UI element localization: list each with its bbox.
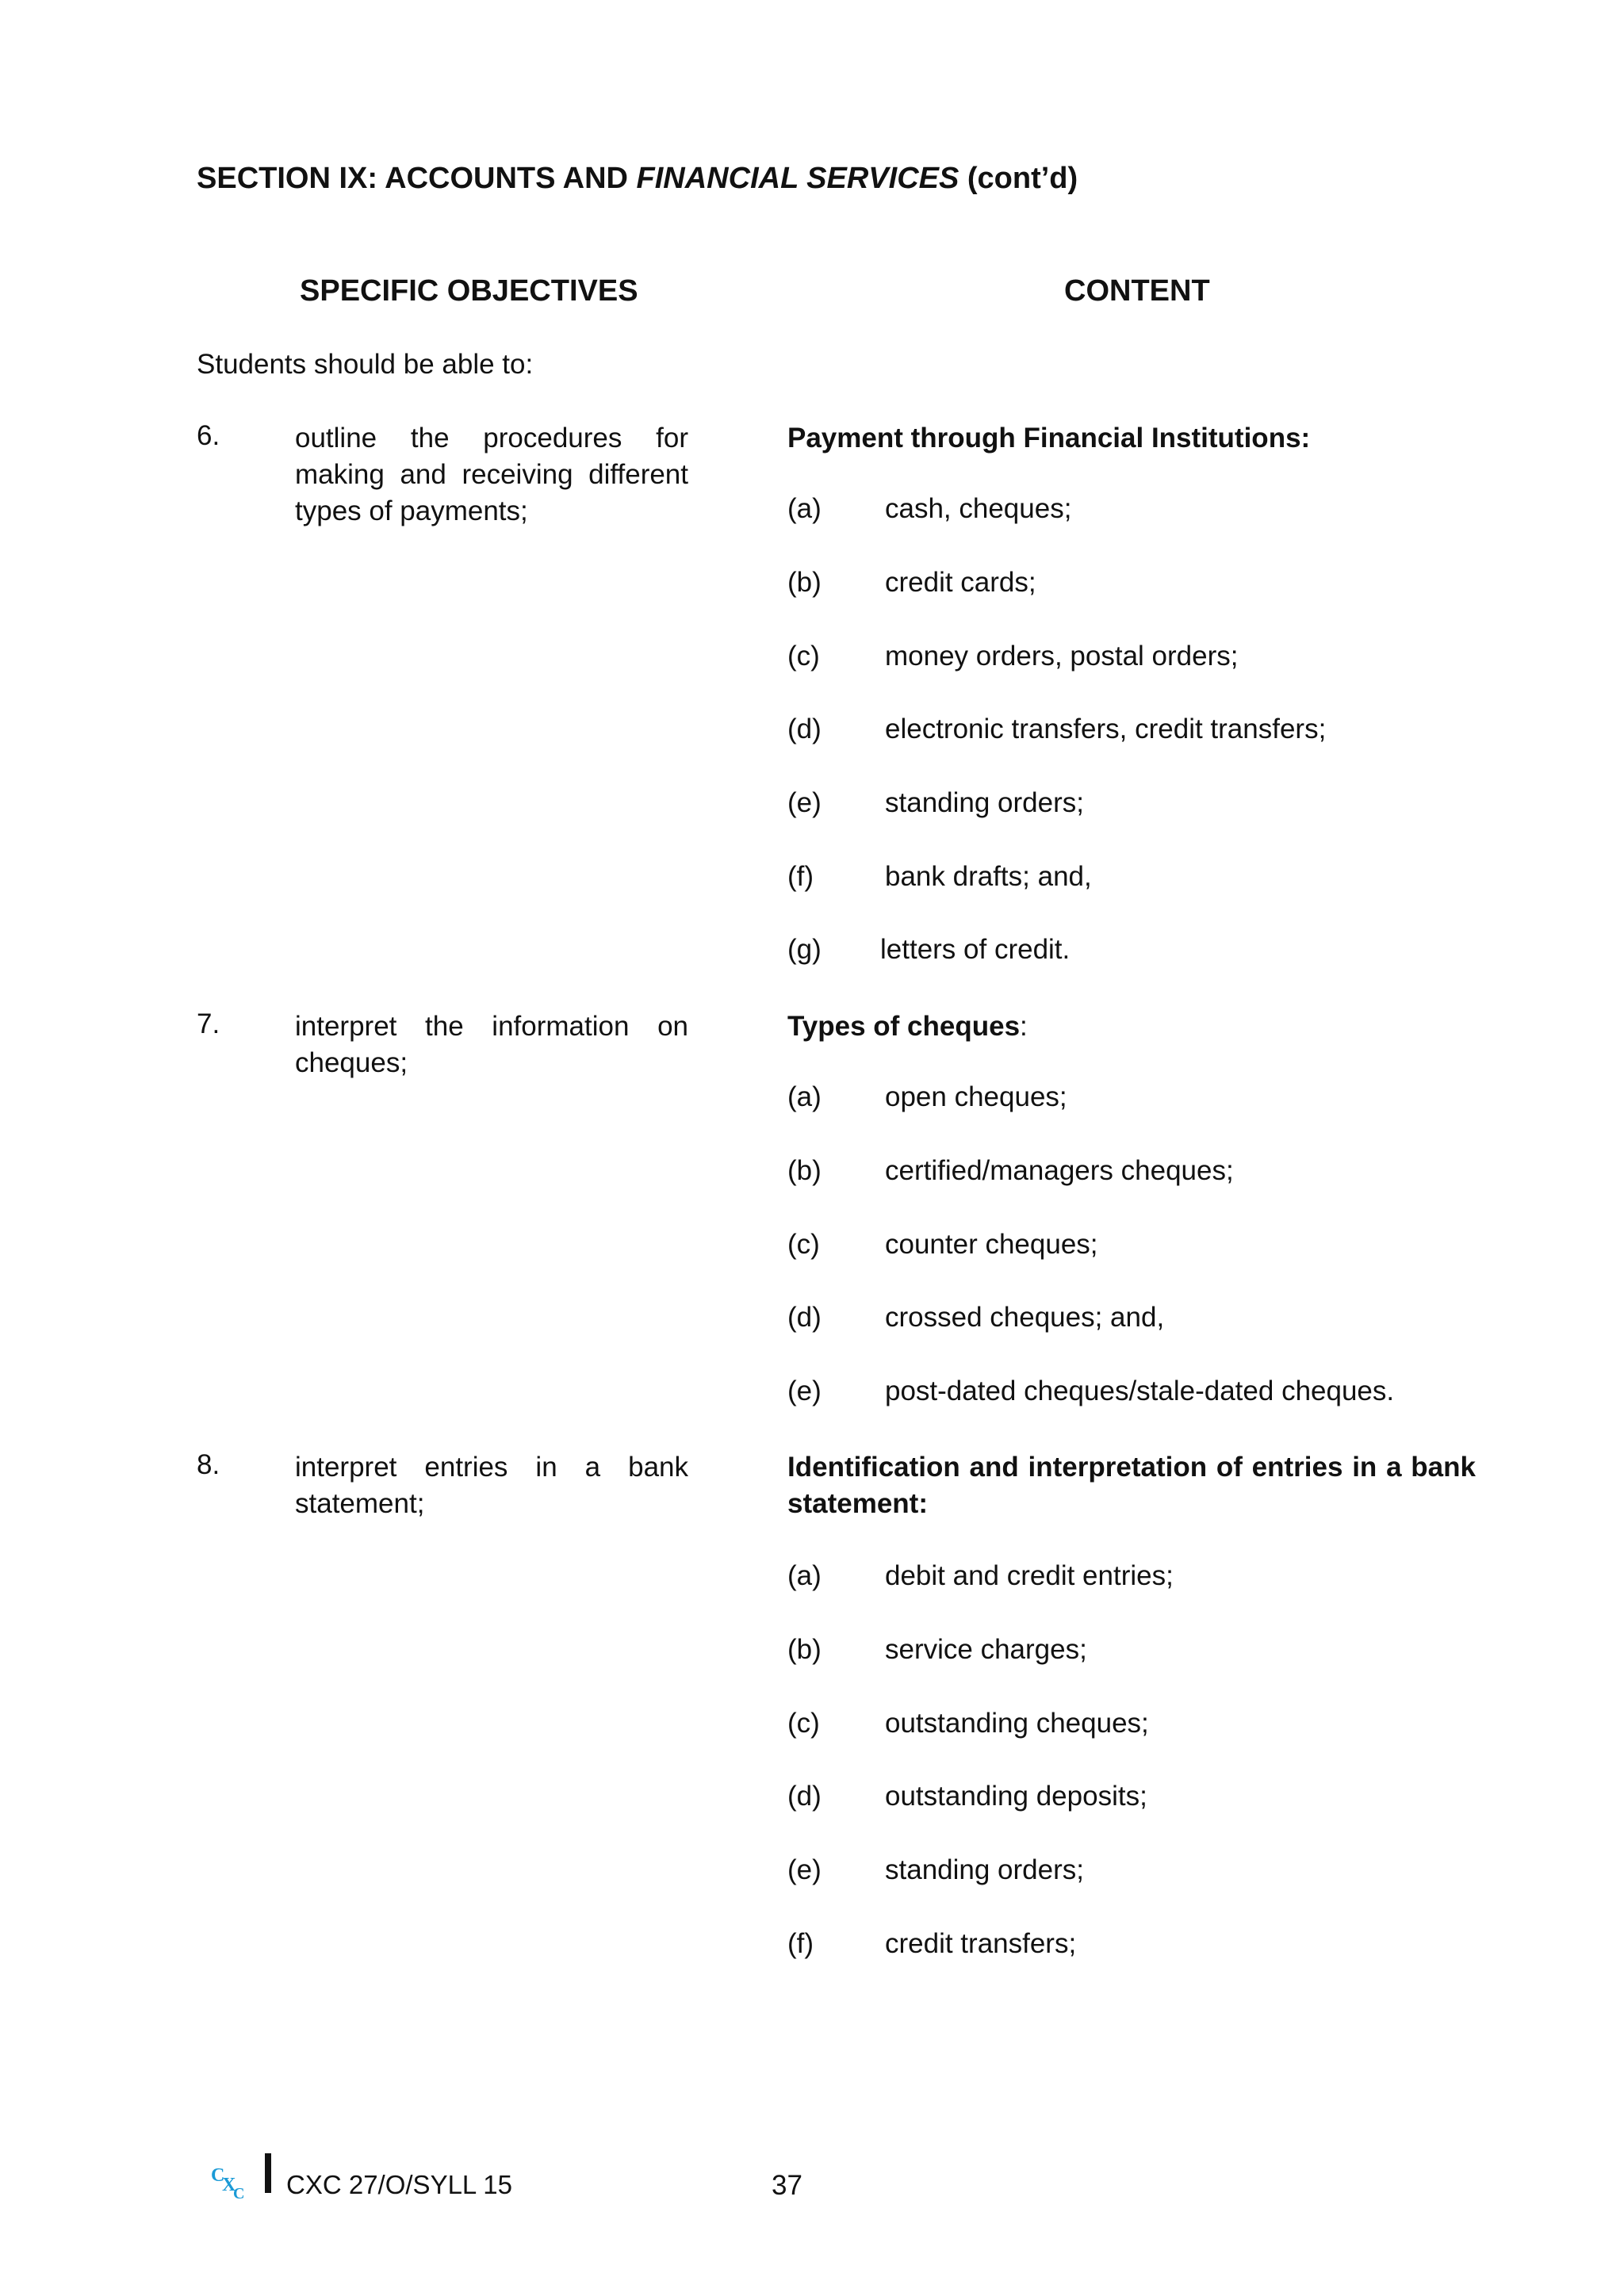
objective-number: 8.: [197, 1449, 220, 1480]
content-item: standing orders;: [885, 1854, 1084, 1885]
item-letter: (c): [787, 1229, 820, 1260]
content-item: open cheques;: [885, 1081, 1067, 1112]
item-letter: (a): [787, 493, 822, 524]
page-number: 37: [772, 2170, 802, 2201]
item-letter: (b): [787, 567, 822, 598]
specific-objectives-title: SPECIFIC OBJECTIVES: [300, 274, 638, 308]
footer-divider: [265, 2153, 271, 2193]
svg-text:C: C: [233, 2185, 245, 2202]
content-heading: [787, 1008, 1476, 1045]
content-item: bank drafts; and,: [885, 861, 1092, 892]
objective-number: 7.: [197, 1008, 220, 1039]
cxc-logo: [209, 2162, 254, 2202]
objective-number: 6.: [197, 420, 220, 451]
item-letter: (b): [787, 1155, 822, 1186]
content-item: electronic transfers, credit transfers;: [885, 714, 1327, 744]
content-item: service charges;: [885, 1634, 1087, 1665]
content-item: credit transfers;: [885, 1928, 1077, 1959]
cxc-logo-icon: [209, 2162, 254, 2202]
content-item: counter cheques;: [885, 1229, 1098, 1260]
item-letter: (f): [787, 861, 814, 892]
content-item: outstanding cheques;: [885, 1708, 1149, 1739]
item-letter: (a): [787, 1560, 822, 1591]
section-heading-italic: FINANCIAL SERVICES: [636, 162, 959, 195]
item-letter: (d): [787, 1302, 822, 1333]
objective-text: interpret entries in a bank statement;: [295, 1452, 688, 1519]
section-heading-prefix: SECTION IX: ACCOUNTS AND: [197, 162, 637, 195]
content-item: debit and credit entries;: [885, 1560, 1174, 1591]
intro-text: Students should be able to:: [197, 349, 534, 380]
section-heading-suffix: (cont’d): [959, 162, 1078, 195]
document-code: CXC 27/O/SYLL 15: [286, 2170, 512, 2199]
content-item: crossed cheques; and,: [885, 1302, 1165, 1333]
content-item: credit cards;: [885, 567, 1036, 598]
content-heading-text: Types of cheques: [787, 1011, 1021, 1042]
content-item: money orders, postal orders;: [885, 641, 1239, 672]
item-letter: (f): [787, 1928, 814, 1959]
item-letter: (e): [787, 787, 822, 818]
objective-text: interpret the information on cheques;: [295, 1011, 688, 1078]
item-letter: (b): [787, 1634, 822, 1665]
item-letter: (a): [787, 1081, 822, 1112]
item-letter: (d): [787, 1781, 822, 1812]
content-title: CONTENT: [1064, 274, 1210, 308]
content-item: letters of credit.: [880, 934, 1071, 965]
item-letter: (e): [787, 1854, 822, 1885]
content-heading-colon: :: [1020, 1011, 1028, 1042]
item-letter: (e): [787, 1376, 822, 1406]
item-letter: (c): [787, 1708, 820, 1739]
item-letter: (g): [787, 934, 822, 965]
item-letter: (d): [787, 714, 822, 744]
content-item: cash, cheques;: [885, 493, 1072, 524]
content-item: certified/managers cheques;: [885, 1155, 1234, 1186]
svg-text:C: C: [211, 2165, 225, 2186]
content-item: post-dated cheques/stale-dated cheques.: [885, 1376, 1395, 1406]
content-item: outstanding deposits;: [885, 1781, 1147, 1812]
item-letter: (c): [787, 641, 820, 672]
svg-text:X: X: [222, 2175, 236, 2195]
section-heading: [197, 162, 1078, 196]
content-heading: Identification and interpretation of entries in a bank statement:: [787, 1452, 1476, 1519]
objective-text: outline the procedures for making and receiving different types of payments;: [295, 423, 688, 526]
content-item: standing orders;: [885, 787, 1084, 818]
content-heading: Payment through Financial Institutions:: [787, 423, 1311, 453]
